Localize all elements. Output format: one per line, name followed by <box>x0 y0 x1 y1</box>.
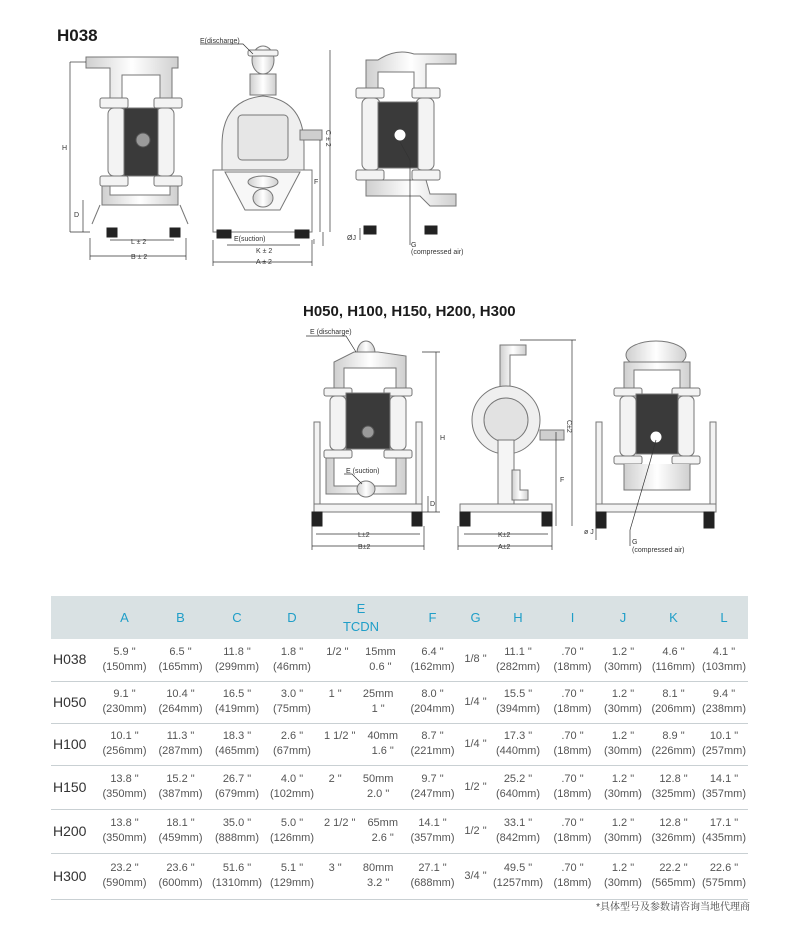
cell-l <box>700 639 748 681</box>
dim-b: B ± 2 <box>131 254 148 261</box>
cell-e-dn-inch: 1 " <box>371 703 385 715</box>
cell-e <box>318 765 404 809</box>
cell-a-mm: (590mm) <box>102 877 147 889</box>
cell-i-inch: .70 " <box>561 817 584 829</box>
large-back-view <box>596 341 716 528</box>
header-k: K <box>669 610 678 625</box>
cell-i-mm: (18mm) <box>553 832 592 844</box>
dim-i: I <box>313 239 315 246</box>
cell-c <box>208 853 266 899</box>
cell-j-mm: (30mm) <box>604 703 642 715</box>
cell-l-inch: 10.1 " <box>709 730 739 742</box>
cell-f <box>404 639 461 681</box>
cell-a-mm: (230mm) <box>102 703 147 715</box>
cell-f <box>404 723 461 765</box>
cell-e-dn-mm: 80mm <box>362 862 394 874</box>
header-i: I <box>570 610 575 625</box>
header-f: F <box>428 610 437 625</box>
cell-e-dn <box>367 816 398 846</box>
cell-d-inch: 4.0 " <box>280 773 304 785</box>
cell-a <box>96 681 153 723</box>
cell-e-dn-inch: 0.6 " <box>369 660 392 673</box>
header-b: B <box>176 610 185 625</box>
cell-f <box>404 853 461 899</box>
cell-c-mm: (299mm) <box>214 660 259 673</box>
cell-k <box>647 853 700 899</box>
cell-e <box>318 723 404 765</box>
cell-l <box>700 765 748 809</box>
table-header-row <box>51 596 748 639</box>
cell-b-inch: 10.4 " <box>166 688 195 700</box>
table-row <box>51 639 748 681</box>
cell-l-mm: (238mm) <box>701 703 746 715</box>
cell-b-inch: 23.6 " <box>166 862 195 874</box>
dim-a: A ± 2 <box>256 259 272 266</box>
cell-b <box>153 723 208 765</box>
cell-a <box>96 639 153 681</box>
cell-c <box>208 765 266 809</box>
cell-a-mm: (256mm) <box>102 745 147 757</box>
cell-d-mm: (129mm) <box>269 877 314 889</box>
cell-i-mm: (18mm) <box>553 660 592 673</box>
cell-d <box>266 853 318 899</box>
cell-c <box>208 723 266 765</box>
cell-k <box>647 681 700 723</box>
cell-i-inch: .70 " <box>561 688 584 700</box>
cell-b-mm: (264mm) <box>158 703 203 715</box>
cell-l <box>700 681 748 723</box>
cell-l-inch: 9.4 " <box>712 688 736 700</box>
cell-f-mm: (162mm) <box>410 660 455 673</box>
cell-f-mm: (247mm) <box>410 788 455 800</box>
cell-e-dn-mm: 65mm <box>367 817 398 829</box>
cell-k-mm: (565mm) <box>651 877 696 889</box>
cell-g: 3/4 " <box>464 869 487 882</box>
cell-d-inch: 5.0 " <box>280 817 304 829</box>
table-row <box>51 853 748 899</box>
cell-k <box>647 723 700 765</box>
cell-f-inch: 8.0 " <box>421 688 444 700</box>
cell-a-inch: 10.1 " <box>110 730 139 742</box>
cell-f-inch: 27.1 " <box>418 862 447 874</box>
cell-k-mm: (325mm) <box>651 788 696 800</box>
header-h: H <box>513 610 523 625</box>
cell-c-inch: 26.7 " <box>222 773 252 785</box>
cell-l <box>700 809 748 853</box>
cell-k-inch: 8.9 " <box>662 730 685 742</box>
cell-i-inch: .70 " <box>561 645 584 658</box>
cell-e <box>318 853 404 899</box>
cell-j-mm: (30mm) <box>604 660 642 673</box>
cell-j-inch: 1.2 " <box>611 688 635 700</box>
cell-k-mm: (206mm) <box>651 703 696 715</box>
cell-k-inch: 12.8 " <box>659 817 688 829</box>
table-row <box>51 723 748 765</box>
cell-c-inch: 11.8 " <box>223 645 251 658</box>
label-compressed-air: (compressed air) <box>411 249 464 256</box>
cell-l-inch: 17.1 " <box>709 817 739 829</box>
cell-j-mm: (30mm) <box>604 877 642 889</box>
cell-f <box>404 809 461 853</box>
cell-e-dn-inch: 1.6 " <box>371 745 394 757</box>
cell-f-inch: 9.7 " <box>421 773 444 785</box>
table-row <box>51 681 748 723</box>
cell-g: 1/4 " <box>464 737 487 750</box>
cell-d-mm: (102mm) <box>269 788 314 800</box>
large-dim-d: D <box>430 501 436 508</box>
cell-e <box>318 681 404 723</box>
large-label-g: G <box>632 539 638 546</box>
cell-j <box>599 853 647 899</box>
large-dim-k: K±2 <box>498 532 511 539</box>
cell-b-mm: (287mm) <box>158 745 203 757</box>
header-e-tc: TC <box>342 619 361 634</box>
cell-j <box>599 639 647 681</box>
cell-h <box>490 809 546 853</box>
cell-e-dn-mm: 40mm <box>367 730 398 742</box>
cell-e-tc: 2 " <box>328 773 342 785</box>
cell-h-inch: 15.5 " <box>503 688 533 700</box>
cell-e-dn-mm: 50mm <box>362 773 394 785</box>
cell-b <box>153 639 208 681</box>
large-dim-h: H <box>440 435 446 442</box>
cell-i-mm: (18mm) <box>553 788 592 800</box>
cell-e-tc: 3 " <box>328 862 342 874</box>
cell-k-inch: 4.6 " <box>662 645 685 658</box>
cell-h-inch: 25.2 " <box>503 773 533 785</box>
cell-c-mm: (465mm) <box>214 745 259 757</box>
cell-i-mm: (18mm) <box>553 703 592 715</box>
cell-a-inch: 9.1 " <box>113 688 136 700</box>
cell-a <box>96 723 153 765</box>
large-label-discharge: E (discharge) <box>310 329 352 336</box>
cell-b-mm: (600mm) <box>158 877 203 889</box>
cell-h-inch: 17.3 " <box>503 730 533 742</box>
large-dim-l: L±2 <box>358 532 370 539</box>
cell-a-inch: 13.8 " <box>110 773 139 785</box>
cell-g: 1/4 " <box>464 695 487 708</box>
cell-k <box>647 639 700 681</box>
cell-d <box>266 723 318 765</box>
cell-e-dn-mm: 25mm <box>362 688 394 700</box>
cell-e-dn-mm: 15mm <box>365 645 396 658</box>
header-j: J <box>619 610 627 625</box>
cell-h <box>490 681 546 723</box>
cell-a-mm: (150mm) <box>102 660 147 673</box>
cell-l-mm: (357mm) <box>701 788 746 800</box>
cell-k <box>647 765 700 809</box>
cell-d-inch: 5.1 " <box>280 862 304 874</box>
cell-c-inch: 18.3 " <box>222 730 252 742</box>
dim-c: C ± 2 <box>324 130 331 147</box>
cell-b <box>153 765 208 809</box>
cell-j <box>599 681 647 723</box>
cell-b-mm: (459mm) <box>158 832 203 844</box>
cell-j-inch: 1.2 " <box>611 773 635 785</box>
large-label-compressed-air: (compressed air) <box>632 547 685 554</box>
cell-j-mm: (30mm) <box>604 788 642 800</box>
cell-g: 1/2 " <box>464 824 487 837</box>
cell-l-mm: (435mm) <box>701 832 746 844</box>
cell-model: H100 <box>53 735 87 752</box>
header-e-dn: DN <box>360 619 380 634</box>
cell-h <box>490 723 546 765</box>
dim-k: K ± 2 <box>256 248 273 255</box>
h038-back-view <box>356 52 456 234</box>
cell-i <box>546 765 599 809</box>
cell-b <box>153 809 208 853</box>
cell-j-mm: (30mm) <box>604 832 642 844</box>
cell-k-mm: (326mm) <box>651 832 696 844</box>
cell-f <box>404 681 461 723</box>
cell-d <box>266 681 318 723</box>
cell-d-inch: 2.6 " <box>280 730 304 742</box>
cell-f-mm: (688mm) <box>410 877 455 889</box>
cell-b-inch: 6.5 " <box>169 645 192 658</box>
cell-j-inch: 1.2 " <box>611 862 635 874</box>
cell-j-inch: 1.2 " <box>611 730 635 742</box>
cell-i <box>546 639 599 681</box>
cell-e-tc: 1 1/2 " <box>324 730 356 742</box>
cell-l <box>700 853 748 899</box>
dim-f: F <box>314 179 319 186</box>
cell-k-inch: 22.2 " <box>659 862 688 874</box>
cell-b <box>153 681 208 723</box>
cell-a <box>96 853 153 899</box>
label-suction: E(suction) <box>234 236 266 243</box>
cell-c-mm: (888mm) <box>214 832 259 844</box>
cell-i <box>546 681 599 723</box>
cell-a-mm: (350mm) <box>102 788 147 800</box>
cell-h-inch: 49.5 " <box>503 862 533 874</box>
cell-l-mm: (103mm) <box>701 660 746 673</box>
h038-drawings <box>0 0 800 300</box>
cell-f-mm: (204mm) <box>410 703 455 715</box>
cell-e-dn <box>363 687 394 717</box>
cell-j-mm: (30mm) <box>604 745 642 757</box>
cell-k-inch: 12.8 " <box>659 773 688 785</box>
large-label-suction: E (suction) <box>346 468 380 475</box>
cell-g: 1/8 " <box>464 653 487 666</box>
cell-c-inch: 16.5 " <box>222 688 252 700</box>
cell-i <box>546 809 599 853</box>
cell-f-mm: (357mm) <box>410 832 455 844</box>
cell-e-tc: 1 " <box>328 688 342 700</box>
cell-c-mm: (679mm) <box>214 788 259 800</box>
header-l: L <box>720 610 728 625</box>
large-dim-c: C±2 <box>565 420 572 433</box>
header-c: C <box>232 610 242 625</box>
cell-d-mm: (75mm) <box>273 703 311 715</box>
large-pump-drawings <box>0 315 800 565</box>
cell-e-dn <box>363 861 394 891</box>
cell-f-inch: 8.7 " <box>421 730 444 742</box>
large-dim-b: B±2 <box>358 544 371 551</box>
cell-d <box>266 639 318 681</box>
cell-a-inch: 23.2 " <box>110 862 139 874</box>
cell-l-mm: (257mm) <box>701 745 746 757</box>
cell-c-mm: (1310mm) <box>211 877 263 889</box>
cell-g: 1/2 " <box>464 780 487 793</box>
table-row <box>51 809 748 853</box>
cell-c <box>208 639 266 681</box>
cell-j-inch: 1.2 " <box>611 817 635 829</box>
cell-h-mm: (282mm) <box>495 660 540 673</box>
cell-i-inch: .70 " <box>561 730 584 742</box>
cell-k-inch: 8.1 " <box>662 688 685 700</box>
cell-i-mm: (18mm) <box>553 745 592 757</box>
cell-e-dn <box>367 729 398 759</box>
cell-j <box>599 765 647 809</box>
cell-e-dn-inch: 3.2 " <box>366 877 390 889</box>
cell-e <box>318 809 404 853</box>
cell-e-dn <box>363 772 394 802</box>
cell-i-inch: .70 " <box>561 773 584 785</box>
cell-c <box>208 681 266 723</box>
cell-e <box>318 639 404 681</box>
cell-b-inch: 11.3 " <box>166 730 195 742</box>
large-dim-a: A±2 <box>498 544 511 551</box>
cell-e-tc: 1/2 " <box>326 645 349 658</box>
cell-a-inch: 13.8 " <box>110 817 139 829</box>
cell-a <box>96 765 153 809</box>
cell-l-inch: 4.1 " <box>712 645 736 658</box>
h038-front-view <box>86 57 188 237</box>
cell-model: H050 <box>53 693 87 710</box>
dim-h: H <box>62 145 68 152</box>
section-title-h038: H038 <box>57 26 98 45</box>
cell-b-mm: (387mm) <box>158 788 203 800</box>
cell-h-mm: (440mm) <box>495 745 540 757</box>
cell-e-dn-inch: 2.0 " <box>366 788 390 800</box>
cell-a-inch: 5.9 " <box>113 645 136 658</box>
cell-l-inch: 14.1 " <box>709 773 739 785</box>
header-g: G <box>470 610 481 625</box>
h038-side-view <box>213 46 322 238</box>
large-front-view <box>312 341 422 526</box>
cell-k-mm: (116mm) <box>651 660 696 673</box>
cell-i <box>546 853 599 899</box>
header-e <box>318 596 404 639</box>
cell-l-inch: 22.6 " <box>709 862 739 874</box>
cell-model: H038 <box>53 651 87 668</box>
cell-d <box>266 765 318 809</box>
cell-e-dn-inch: 2.6 " <box>371 832 394 844</box>
header-model <box>51 596 96 639</box>
cell-h-mm: (394mm) <box>495 703 540 715</box>
cell-model: H300 <box>53 867 87 884</box>
table-row <box>51 765 748 809</box>
cell-c-inch: 51.6 " <box>222 862 252 874</box>
footnote: *具体型号及参数请咨询当地代理商 <box>596 902 750 913</box>
cell-d-inch: 1.8 " <box>280 645 304 658</box>
header-e-label: E <box>356 601 366 616</box>
cell-c <box>208 809 266 853</box>
cell-h <box>490 765 546 809</box>
cell-b-inch: 18.1 " <box>166 817 195 829</box>
cell-i-mm: (18mm) <box>553 877 592 889</box>
cell-e-tc: 2 1/2 " <box>324 817 356 829</box>
cell-h-mm: (1257mm) <box>492 877 544 889</box>
cell-e-dn <box>365 645 396 675</box>
cell-l-mm: (575mm) <box>701 877 746 889</box>
cell-h <box>490 639 546 681</box>
cell-c-inch: 35.0 " <box>222 817 252 829</box>
large-dim-j: ø J <box>584 529 594 536</box>
cell-c-mm: (419mm) <box>214 703 259 715</box>
dim-d: D <box>74 212 80 219</box>
cell-a-mm: (350mm) <box>102 832 147 844</box>
header-a: A <box>120 610 129 625</box>
cell-d-inch: 3.0 " <box>280 688 304 700</box>
cell-model: H200 <box>53 822 87 839</box>
large-dim-f: F <box>560 477 565 484</box>
cell-j-inch: 1.2 " <box>611 645 635 658</box>
cell-l <box>700 723 748 765</box>
cell-b-inch: 15.2 " <box>166 773 195 785</box>
cell-f-inch: 14.1 " <box>418 817 447 829</box>
cell-h-inch: 11.1 " <box>504 645 532 658</box>
cell-b-mm: (165mm) <box>158 660 203 673</box>
cell-k <box>647 809 700 853</box>
cell-d-mm: (46mm) <box>273 660 311 673</box>
cell-i-inch: .70 " <box>561 862 584 874</box>
dim-l: L ± 2 <box>131 239 147 246</box>
cell-j <box>599 809 647 853</box>
header-d: D <box>287 610 297 625</box>
cell-f-mm: (221mm) <box>410 745 455 757</box>
cell-model: H150 <box>53 778 87 795</box>
cell-h <box>490 853 546 899</box>
cell-i <box>546 723 599 765</box>
cell-a <box>96 809 153 853</box>
cell-d-mm: (67mm) <box>273 745 311 757</box>
section-title-large: H050, H100, H150, H200, H300 <box>303 303 516 320</box>
spec-table <box>51 596 748 900</box>
large-side-view <box>460 345 564 526</box>
label-g: G <box>411 242 417 249</box>
label-discharge: E(discharge) <box>200 38 240 45</box>
cell-d <box>266 809 318 853</box>
cell-h-mm: (640mm) <box>495 788 540 800</box>
cell-j <box>599 723 647 765</box>
cell-k-mm: (226mm) <box>651 745 696 757</box>
cell-h-mm: (842mm) <box>495 832 540 844</box>
cell-f-inch: 6.4 " <box>421 645 444 658</box>
cell-d-mm: (126mm) <box>269 832 314 844</box>
cell-h-inch: 33.1 " <box>503 817 533 829</box>
cell-b <box>153 853 208 899</box>
cell-f <box>404 765 461 809</box>
dim-j: ØJ <box>347 235 356 242</box>
